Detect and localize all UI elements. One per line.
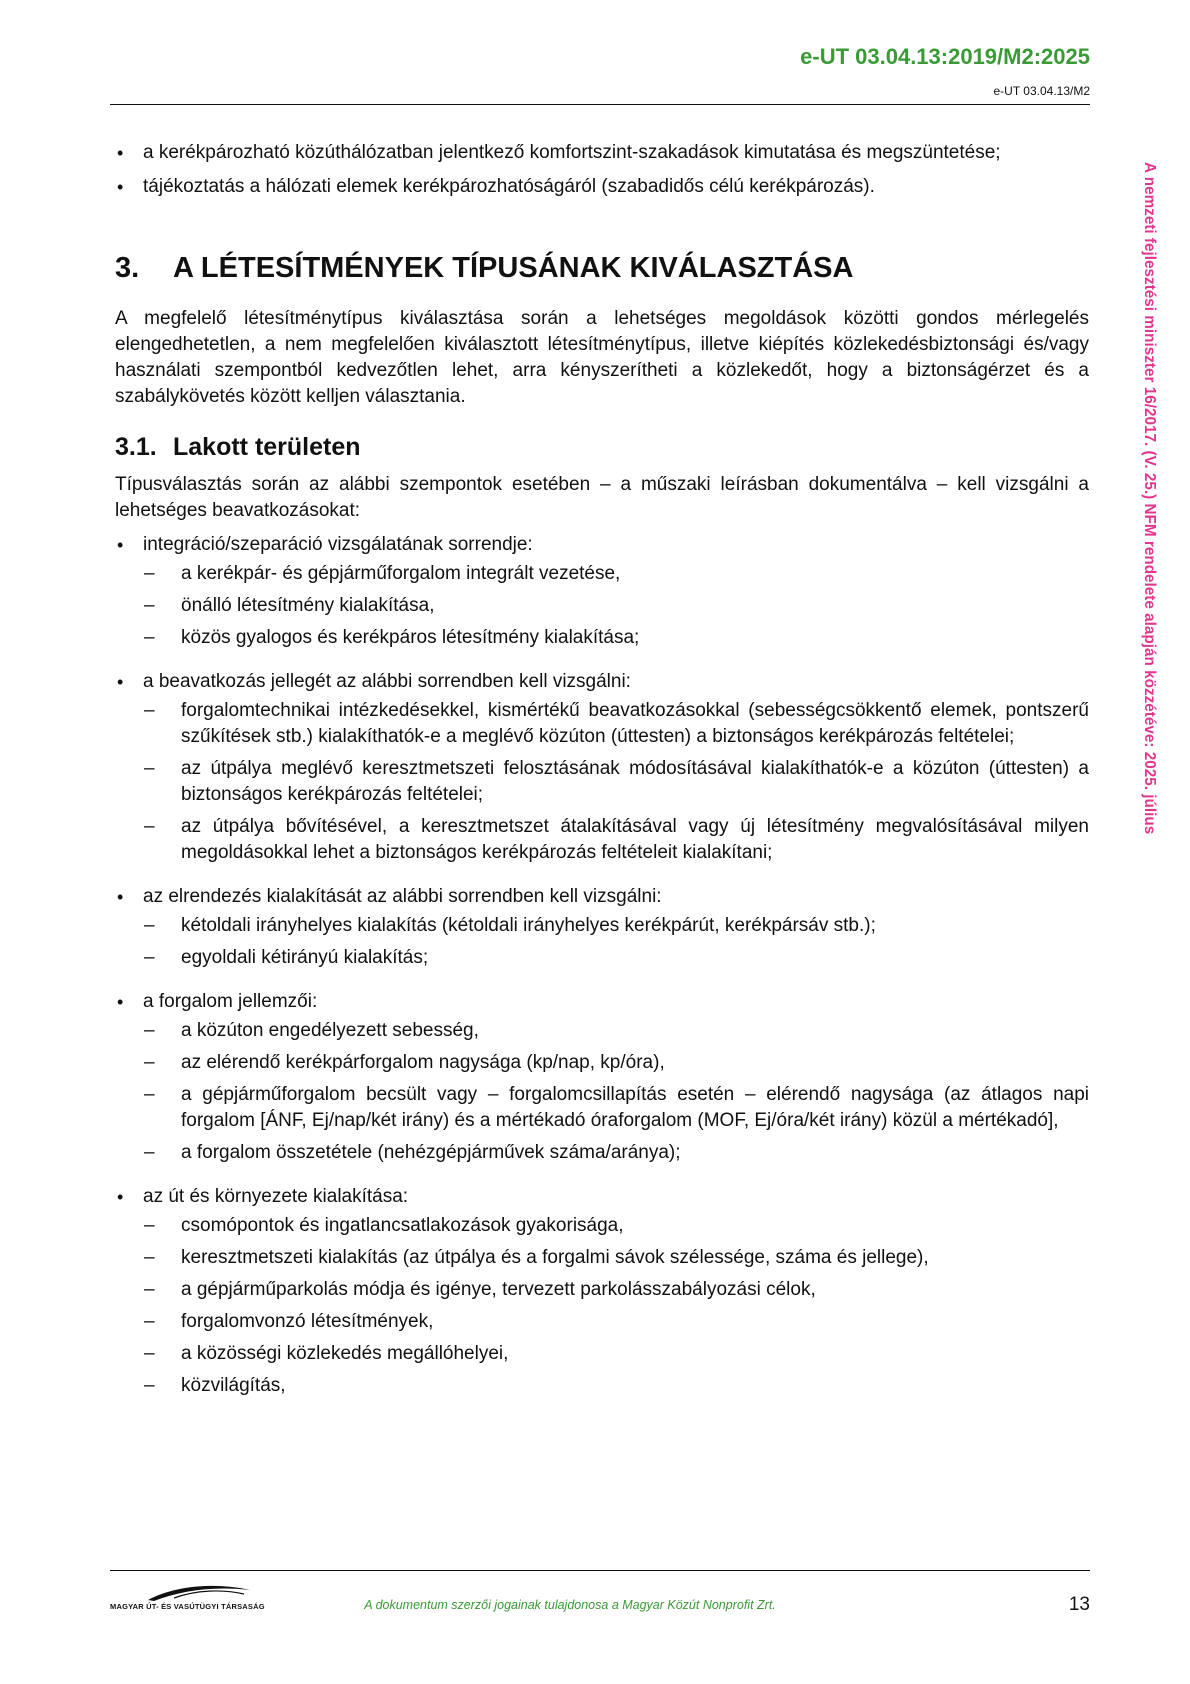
sub-list bbox=[143, 561, 1089, 651]
sub-list bbox=[143, 1018, 1089, 1166]
chapter-heading bbox=[115, 250, 1089, 286]
sub-list bbox=[143, 913, 1089, 971]
criteria-label: az út és környezete kialakítása: bbox=[143, 1186, 409, 1207]
sub-item: – a közösségi közlekedés megállóhelyei, bbox=[143, 1341, 1089, 1367]
criteria-item bbox=[115, 532, 1089, 651]
sub-item: – forgalomvonzó létesítmények, bbox=[143, 1309, 1089, 1335]
sub-item: – a kerékpár- és gépjárműforgalom integrált vezetése, bbox=[143, 561, 1089, 587]
criteria-item bbox=[115, 1184, 1089, 1399]
sub-item: – a gépjárműforgalom becsült vagy – forgalomcsillapítás esetén – elérendő nagysága (az átlagos napi forgalom [ÁNF, Ej/nap/két irány) és a mértékadó óraforgalom (MOF, Ej/óra/két irány) közül a mértékadó], bbox=[143, 1082, 1089, 1134]
publication-side-note: A nemzeti fejlesztési miniszter 16/2017. (V. 25.) NFM rendelete alapján közzétéve: 2025. július bbox=[1141, 162, 1158, 835]
criteria-label: az elrendezés kialakítását az alábbi sorrendben kell vizsgálni: bbox=[143, 886, 662, 907]
sub-item: – az elérendő kerékpárforgalom nagysága (kp/nap, kp/óra), bbox=[143, 1050, 1089, 1076]
list-item: • tájékoztatás a hálózati elemek kerékpározhatóságáról (szabadidős célú kerékpározás). bbox=[115, 174, 1089, 200]
sub-item: – a forgalom összetétele (nehézgépjárművek száma/aránya); bbox=[143, 1140, 1089, 1166]
copyright-note: A dokumentum szerzői jogainak tulajdonosa a Magyar Közút Nonprofit Zrt. bbox=[364, 1598, 776, 1612]
society-logo bbox=[110, 1580, 280, 1614]
sub-item: – az útpálya meglévő keresztmetszeti felosztásának módosításával kialakíthatók-e a közúton (úttesten) a biztonságos kerékpározás feltételei; bbox=[143, 756, 1089, 808]
road-swoosh-icon bbox=[144, 1580, 254, 1604]
sub-item: – csomópontok és ingatlancsatlakozások gyakorisága, bbox=[143, 1213, 1089, 1239]
criteria-item bbox=[115, 669, 1089, 866]
sub-list bbox=[143, 698, 1089, 866]
sub-item: – közös gyalogos és kerékpáros létesítmény kialakítása; bbox=[143, 625, 1089, 651]
sub-item: – a gépjárműparkolás módja és igénye, tervezett parkolásszabályozási célok, bbox=[143, 1277, 1089, 1303]
page-number: 13 bbox=[1068, 1594, 1090, 1615]
criteria-label: a beavatkozás jellegét az alábbi sorrendben kell vizsgálni: bbox=[143, 671, 631, 692]
page-content bbox=[115, 140, 1089, 1407]
chapter-title: A LÉTESÍTMÉNYEK TÍPUSÁNAK KIVÁLASZTÁSA bbox=[173, 252, 854, 284]
intro-bullet-list bbox=[115, 140, 1089, 200]
criteria-item bbox=[115, 989, 1089, 1166]
sub-item: – önálló létesítmény kialakítása, bbox=[143, 593, 1089, 619]
section-intro: Típusválasztás során az alábbi szempontok esetében – a műszaki leírásban dokumentálva – kell vizsgálni a lehetséges beavatkozásokat: bbox=[115, 474, 1089, 521]
logo-text: MAGYAR ÚT- ÉS VASÚTÜGYI TÁRSASÁG bbox=[110, 1602, 265, 1611]
sub-list bbox=[143, 1213, 1089, 1399]
chapter-paragraph: A megfelelő létesítménytípus kiválasztása során a lehetséges megoldások közötti gondos mérlegelés elengedhetetlen, a nem megfelelően kiválasztott létesítménytípus, illetve kiépítés közlekedésbiztonsági és/vagy használati szempontból kedvezőtlen lehet, arra kényszerítheti a közlekedőt, hogy a biztonságérzet és a szabálykövetés között kelljen választania. bbox=[115, 308, 1089, 407]
header-divider bbox=[110, 104, 1090, 105]
chapter-number: 3. bbox=[115, 252, 140, 284]
list-item: • a kerékpározható közúthálózatban jelentkező komfortszint-szakadások kimutatása és megszüntetése; bbox=[115, 140, 1089, 166]
sub-item: – közvilágítás, bbox=[143, 1373, 1089, 1399]
criteria-label: integráció/szeparáció vizsgálatának sorrendje: bbox=[143, 534, 533, 555]
sub-item: – keresztmetszeti kialakítás (az útpálya és a forgalmi sávok szélessége, száma és jellege), bbox=[143, 1245, 1089, 1271]
sub-item: – kétoldali irányhelyes kialakítás (kétoldali irányhelyes kerékpárút, kerékpársáv stb.); bbox=[143, 913, 1089, 939]
sub-item: – az útpálya bővítésével, a keresztmetszet átalakításával vagy új létesítmény megvalósításával milyen megoldásokkal lehet a biztonságos kerékpározás feltételeit kialakítani; bbox=[143, 814, 1089, 866]
document-subcode: e-UT 03.04.13/M2 bbox=[993, 84, 1090, 98]
criteria-item bbox=[115, 884, 1089, 971]
sub-item: – forgalomtechnikai intézkedésekkel, kismértékű beavatkozásokkal (sebességcsökkentő elemek, pontszerű szűkítések stb.) kialakíthatók-e a meglévő közúton (úttesten) a biztonságos kerékpározás feltételei; bbox=[143, 698, 1089, 750]
sub-item: – a közúton engedélyezett sebesség, bbox=[143, 1018, 1089, 1044]
section-title: Lakott területen bbox=[173, 433, 361, 461]
criteria-list bbox=[115, 532, 1089, 1399]
footer-divider bbox=[110, 1570, 1090, 1571]
section-heading bbox=[115, 432, 1089, 462]
sub-item: – egyoldali kétirányú kialakítás; bbox=[143, 945, 1089, 971]
criteria-label: a forgalom jellemzői: bbox=[143, 991, 318, 1012]
document-code: e-UT 03.04.13:2019/M2:2025 bbox=[800, 44, 1090, 69]
section-number: 3.1. bbox=[115, 433, 157, 461]
